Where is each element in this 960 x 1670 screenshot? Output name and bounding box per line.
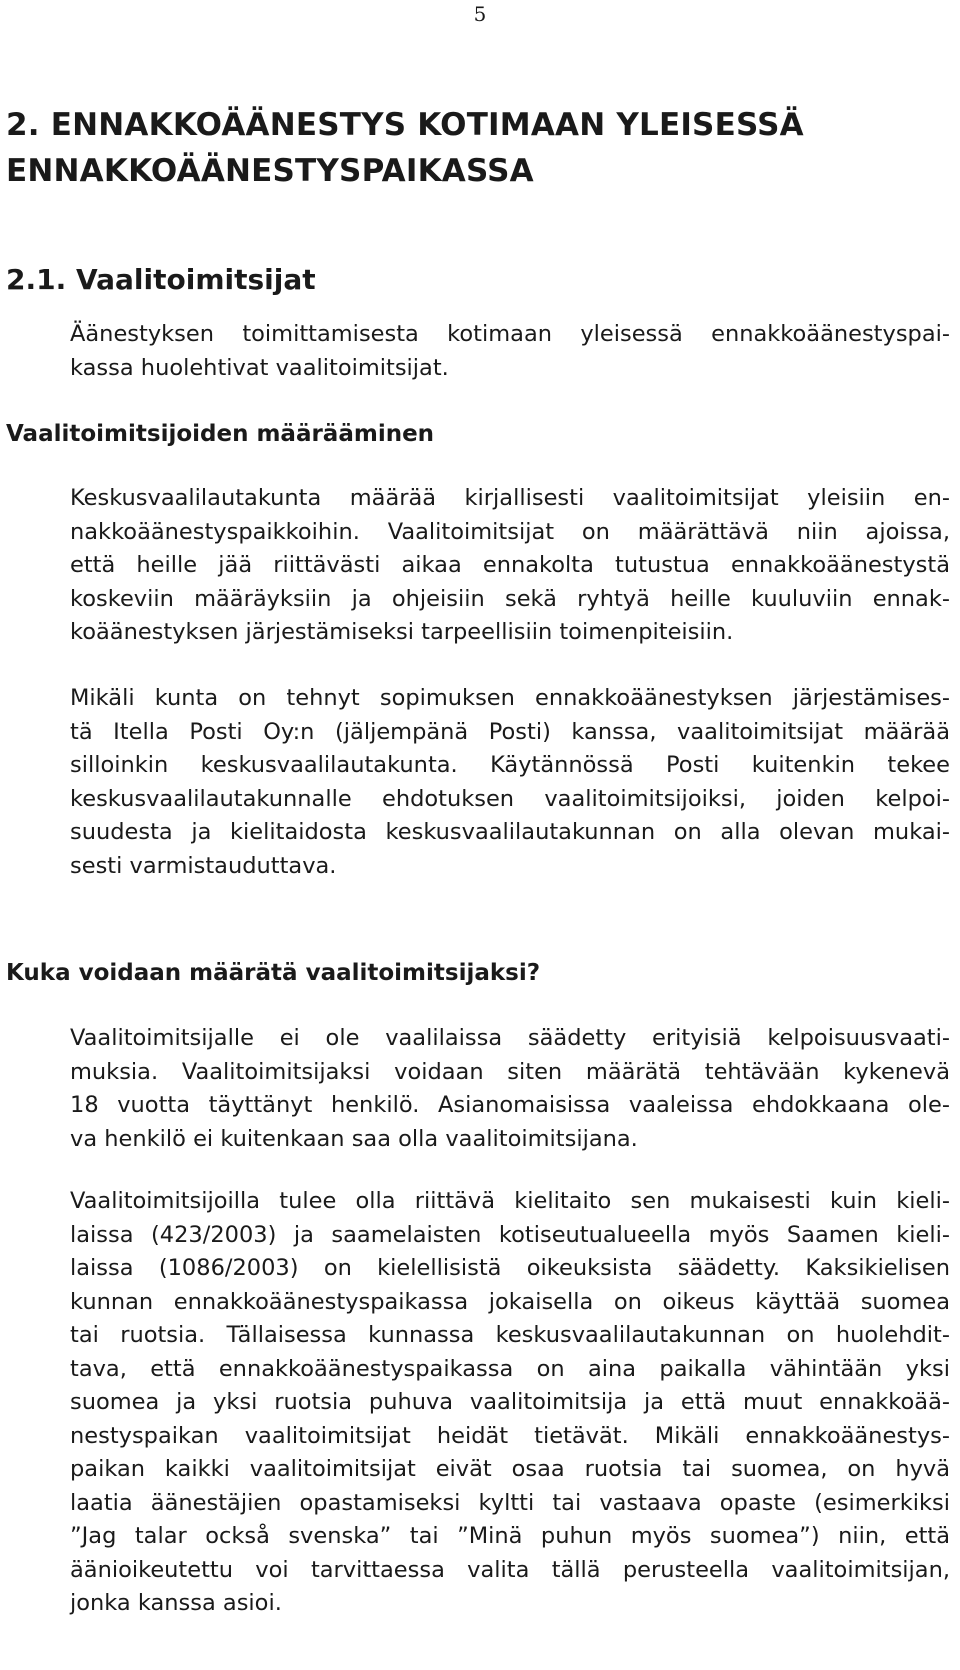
paragraph-eligibility — [70, 1022, 950, 1156]
text-line: tä Itella Posti Oy:n (jäljempänä Posti) kanssa, vaalitoimitsijat määrää — [70, 718, 950, 745]
main-heading-line: 2. ENNAKKOÄÄNESTYS KOTIMAAN YLEISESSÄ — [6, 107, 804, 143]
main-heading — [6, 102, 936, 194]
subheading-appointment: Vaalitoimitsijoiden määrääminen — [6, 421, 435, 447]
text-line: sesti varmistauduttava. — [70, 852, 337, 879]
text-line: että heille jää riittävästi aikaa ennakolta tutustua ennakkoäänestystä — [70, 552, 950, 578]
text-line: nestyspaikan vaalitoimitsijat heidät tietävät. Mikäli ennakkoäänestys- — [70, 1422, 950, 1449]
paragraph-intro — [70, 318, 950, 385]
paragraph-language-skills — [70, 1185, 950, 1621]
text-line: paikan kaikki vaalitoimitsijat eivät osaa ruotsia tai suomea, on hyvä — [70, 1456, 950, 1482]
text-line: Mikäli kunta on tehnyt sopimuksen ennakkoäänestyksen järjestämises- — [70, 685, 950, 711]
text-line: muksia. Vaalitoimitsijaksi voidaan siten määrätä tehtävään kykenevä — [70, 1058, 950, 1085]
text-line: kunnan ennakkoäänestyspaikassa jokaisella on oikeus käyttää suomea — [70, 1288, 950, 1315]
text-line: nakkoäänestyspaikkoihin. Vaalitoimitsijat on määrättävä niin ajoissa, — [70, 518, 950, 545]
text-line: suomea ja yksi ruotsia puhuva vaalitoimitsija ja että muut ennakkoää- — [70, 1389, 950, 1415]
section-heading: 2.1. Vaalitoimitsijat — [6, 263, 316, 296]
text-line: Äänestyksen toimittamisesta kotimaan yleisessä ennakkoäänestyspai- — [70, 321, 950, 347]
text-line: Vaalitoimitsijalle ei ole vaalilaissa säädetty erityisiä kelpoisuusvaati- — [70, 1025, 950, 1051]
text-line: Vaalitoimitsijoilla tulee olla riittävä kielitaito sen mukaisesti kuin kieli- — [70, 1188, 950, 1214]
text-line: laatia äänestäjien opastamiseksi kyltti tai vastaava opaste (esimerkiksi — [70, 1489, 950, 1516]
text-line: Keskusvaalilautakunta määrää kirjallisesti vaalitoimitsijat yleisiin en- — [70, 485, 950, 511]
text-line: va henkilö ei kuitenkaan saa olla vaalitoimitsijana. — [70, 1125, 638, 1152]
subheading-eligibility: Kuka voidaan määrätä vaalitoimitsijaksi? — [6, 960, 541, 986]
text-line: laissa (423/2003) ja saamelaisten kotiseutualueella myös Saamen kieli- — [70, 1221, 950, 1248]
text-line: ”Jag talar också svenska” tai ”Minä puhun myös suomea”) niin, että — [70, 1523, 950, 1549]
text-line: tava, että ennakkoäänestyspaikassa on aina paikalla vähintään yksi — [70, 1355, 950, 1382]
text-line: jonka kanssa asioi. — [70, 1590, 282, 1616]
text-line: koäänestyksen järjestämiseksi tarpeellisiin toimenpiteisiin. — [70, 619, 734, 645]
page-number: 5 — [473, 2, 487, 26]
paragraph-posti-agreement — [70, 682, 950, 883]
text-line: koskeviin määräyksiin ja ohjeisiin sekä ryhtyä heille kuuluviin ennak- — [70, 585, 950, 612]
text-line: äänioikeutettu voi tarvittaessa valita tällä perusteella vaalitoimitsijan, — [70, 1556, 950, 1583]
text-line: laissa (1086/2003) on kielellisistä oikeuksista säädetty. Kaksikielisen — [70, 1255, 950, 1281]
text-line: kassa huolehtivat vaalitoimitsijat. — [70, 354, 449, 381]
text-line: keskusvaalilautakunnalle ehdotuksen vaalitoimitsijoiksi, joiden kelpoi- — [70, 785, 950, 812]
text-line: tai ruotsia. Tällaisessa kunnassa keskusvaalilautakunnan on huolehdit- — [70, 1322, 950, 1348]
paragraph-appointment — [70, 482, 950, 650]
text-line: suudesta ja kielitaidosta keskusvaalilautakunnan on alla olevan mukai- — [70, 819, 950, 845]
main-heading-line: ENNAKKOÄÄNESTYSPAIKASSA — [6, 153, 534, 189]
text-line: silloinkin keskusvaalilautakunta. Käytännössä Posti kuitenkin tekee — [70, 752, 950, 778]
text-line: 18 vuotta täyttänyt henkilö. Asianomaisissa vaaleissa ehdokkaana ole- — [70, 1092, 950, 1118]
